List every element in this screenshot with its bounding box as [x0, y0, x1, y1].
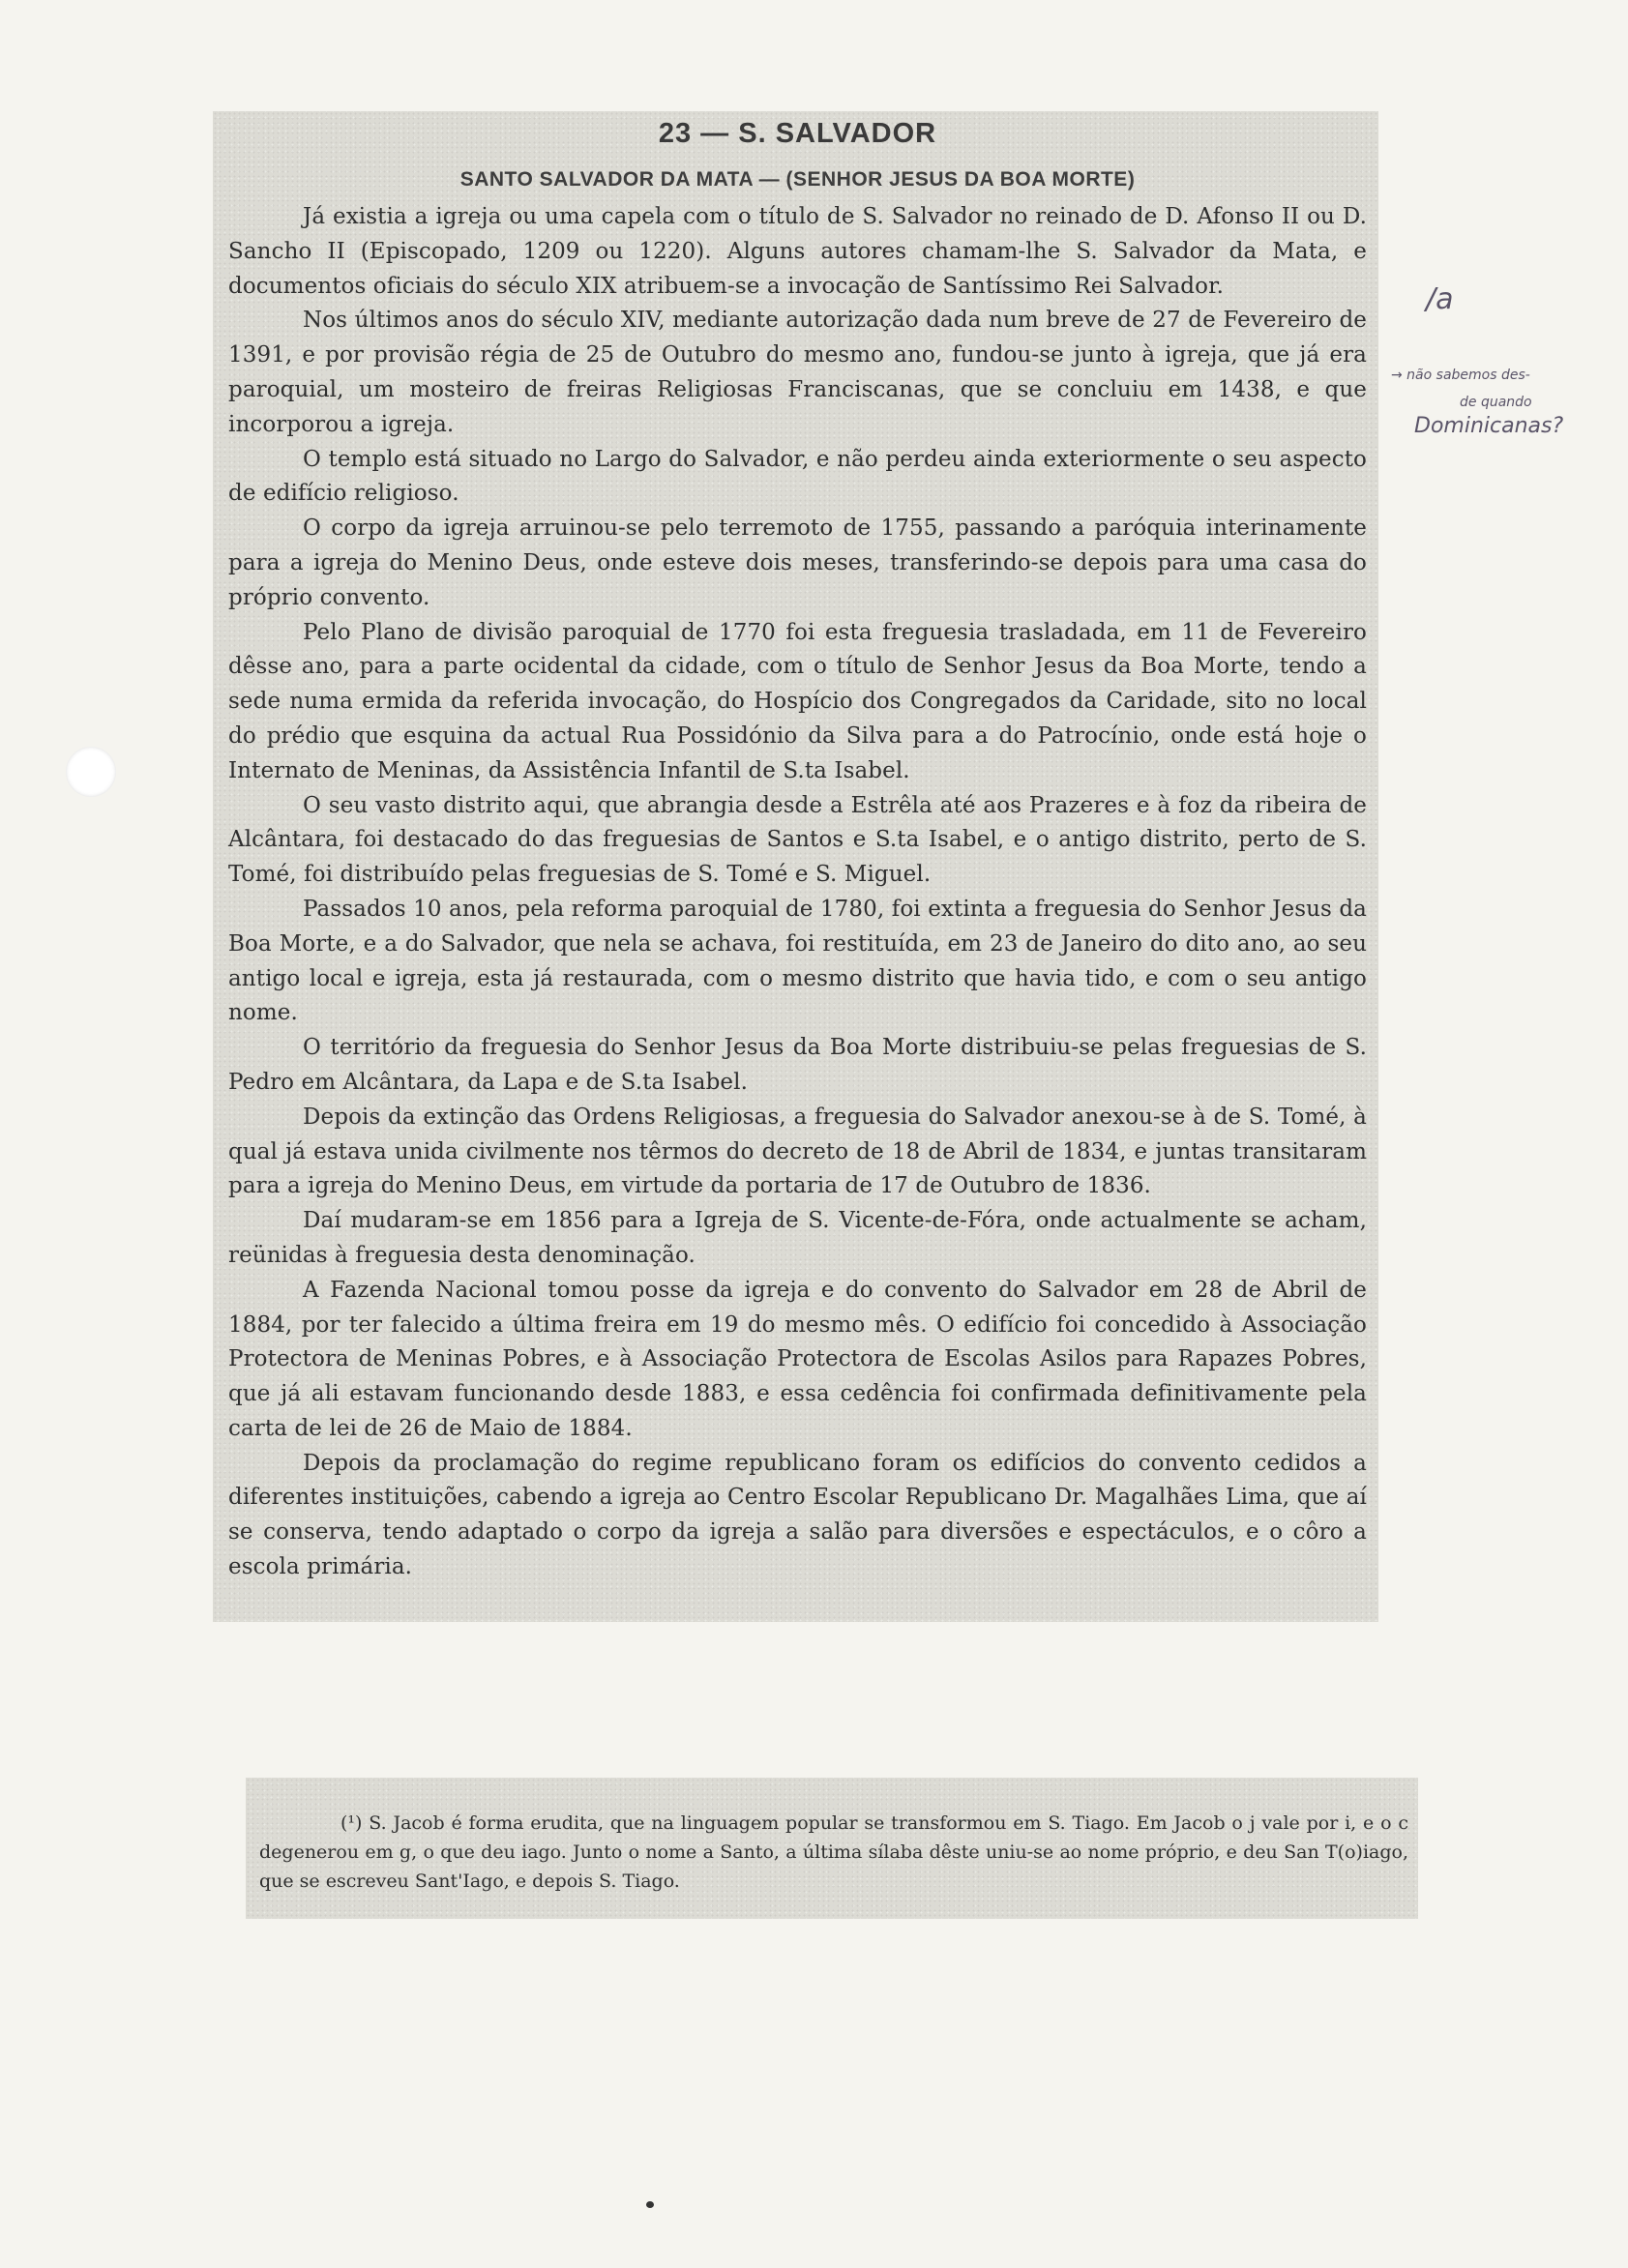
handwritten-note-line: de quando: [1460, 395, 1532, 410]
paragraph: A Fazenda Nacional tomou posse da igreja e do convento do Salvador em 28 de Abril de 1884, por ter falecido a última freira em 19 do mesmo mês. O edifício foi concedido à Associação Protectora de Meninas Pobres, e à Associação Protectora de Escolas Asilos para Rapazes Pobres, que já ali estavam funcionando desde 1883, e essa cedência foi confirmada definitivamente pela carta de lei de 26 de Maio de 1884.: [228, 1277, 1367, 1441]
paragraph: O território da freguesia do Senhor Jesus da Boa Morte distribuiu-se pelas freguesias de S. Pedro em Alcântara, da Lapa e de S.ta Isabel.: [228, 1035, 1367, 1095]
page-subheading: SANTO SALVADOR DA MATA — (SENHOR JESUS DA BOA MORTE): [459, 168, 1136, 191]
page-heading: 23 — S. SALVADOR: [658, 118, 937, 149]
paragraph: Daí mudaram-se em 1856 para a Igreja de S. Vicente-de-Fóra, onde actualmente se acham, reünidas à freguesia desta denominação.: [228, 1208, 1367, 1268]
footnote: (¹) S. Jacob é forma erudita, que na linguagem popular se transformou em S. Tiago. Em Jacob o j vale por i, e o c degenerou em g, o que deu iago. Junto o nome a Santo, a última sílaba dêste uniu-se ao nome próprio, e deu San T(o)iago, que se escreveu Sant'Iago, e depois S. Tiago.: [259, 1812, 1408, 1892]
punch-hole: [66, 747, 116, 797]
handwritten-note-line: → não sabemos des-: [1391, 368, 1530, 383]
paragraph: O corpo da igreja arruinou-se pelo terremoto de 1755, passando a paróquia interinamente para a igreja do Menino Deus, onde esteve dois meses, transferindo-se depois para uma casa do próprio convento.: [228, 515, 1367, 610]
ink-dot: [646, 2201, 654, 2208]
footnote-block: [246, 1778, 1418, 1919]
paragraph: Pelo Plano de divisão paroquial de 1770 foi esta freguesia trasladada, em 11 de Fevereiro dêsse ano, para a parte ocidental da cidade, com o título de Senhor Jesus da Boa Morte, tendo a sede numa ermida da referida invocação, do Hospício dos Congregados da Caridade, sito no local do prédio que esquina da actual Rua Possidónio da Silva para a do Patrocínio, onde está hoje o Internato de Meninas, da Assistência Infantil de S.ta Isabel.: [228, 619, 1367, 783]
paragraph: Depois da extinção das Ordens Religiosas, a freguesia do Salvador anexou-se à de S. Tomé, à qual já estava unida civilmente nos têrmos do decreto de 18 de Abril de 1834, e juntas transitaram para a igreja do Menino Deus, em virtude da portaria de 17 de Outubro de 1836.: [228, 1104, 1367, 1199]
paragraph: Depois da proclamação do regime republicano foram os edifícios do convento cedidos a diferentes instituições, cabendo a igreja ao Centro Escolar Republicano Dr. Magalhães Lima, que aí se conserva, tendo adaptado o corpo da igreja a salão para diversões e espectáculos, e o côro a escola primária.: [228, 1450, 1367, 1580]
paragraph: Passados 10 anos, pela reforma paroquial de 1780, foi extinta a freguesia do Senhor Jesus da Boa Morte, e a do Salvador, que nela se achava, foi restituída, em 23 de Janeiro do dito ano, ao seu antigo local e igreja, esta já restaurada, com o mesmo distrito que havia tido, e com o seu antigo nome.: [228, 896, 1367, 1026]
paragraph: Já existia a igreja ou uma capela com o título de S. Salvador no reinado de D. Afonso II ou D. Sancho II (Episcopado, 1209 ou 1220). Alguns autores chamam-lhe S. Salvador da Mata, e documentos oficiais do século XIX atribuem-se a invocação de Santíssimo Rei Salvador.: [228, 204, 1367, 299]
paragraphs: [228, 200, 1367, 1585]
paragraph: O seu vasto distrito aqui, que abrangia desde a Estrêla até aos Prazeres e à foz da ribeira de Alcântara, foi destacado do das freguesias de Santos e S.ta Isabel, e o antigo distrito, perto de S. Tomé, foi distribuído pelas freguesias de S. Tomé e S. Miguel.: [228, 792, 1367, 888]
handwritten-margin-mark: /a: [1426, 282, 1454, 316]
handwritten-note-line: Dominicanas?: [1414, 414, 1564, 438]
main-text-block: [213, 111, 1378, 1622]
paragraph: O templo está situado no Largo do Salvador, e não perdeu ainda exteriormente o seu aspecto de edifício religioso.: [228, 446, 1367, 507]
paragraph: Nos últimos anos do século XIV, mediante autorização dada num breve de 27 de Fevereiro de 1391, e por provisão régia de 25 de Outubro do mesmo ano, fundou-se junto à igreja, que já era paroquial, um mosteiro de freiras Religiosas Franciscanas, que se concluiu em 1438, e que incorporou a igreja.: [228, 308, 1367, 437]
